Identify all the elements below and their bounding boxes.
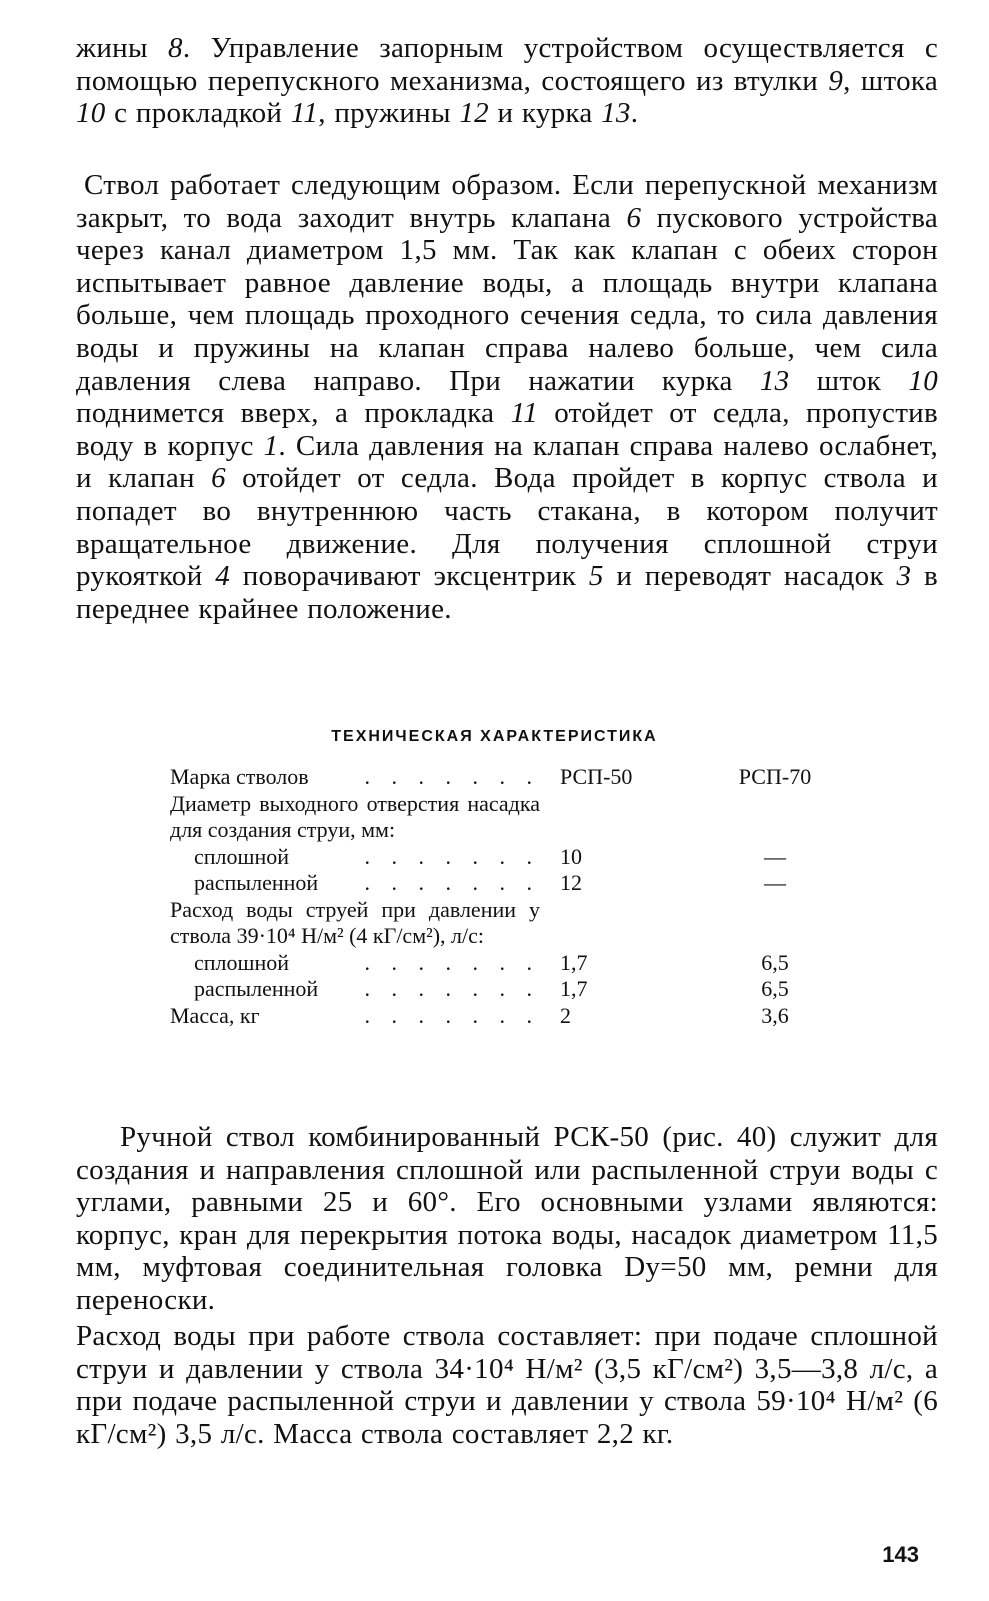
spec-label-cell [170,976,540,1003]
leader-dots: . . . . . . . [364,764,540,789]
spec-value-rsp70: — [764,843,786,869]
text-run: , штока [843,64,938,97]
spec-label: распыленной [194,976,319,1001]
text-run: поворачивают эксцентрик [230,560,589,593]
spec-label-cell [170,950,540,977]
spec-label-cell [170,791,540,844]
text-run: и переводят насадок [603,560,897,593]
text-run: и курка [488,97,602,130]
spec-label: Расход воды струей при давлении у ствола 39·10⁴ Н/м² (4 кГ/см²), л/с: [170,896,540,948]
spec-label-cell [170,897,540,950]
spec-row [170,897,835,950]
text-run: шток [789,364,909,397]
spec-value-rsp70: — [764,870,786,895]
spec-value-rsp50: 10 [560,843,582,869]
leader-dots: . . . . . . . [364,976,540,1001]
spec-label-cell [170,870,540,897]
leader-dots: . . . . . . . [364,1002,540,1028]
ref-number: 12 [459,97,489,130]
ref-number: 10 [908,364,938,397]
ref-number: 4 [215,560,231,593]
ref-number: 10 [76,97,106,130]
ref-number: 13 [601,97,631,130]
spec-value-rsp70: РСП-70 [738,764,812,789]
spec-label: Масса, кг [170,1002,260,1028]
leader-dots: . . . . . . . [364,949,540,975]
ref-number: 1 [263,429,279,462]
text-run: отойдет от седла. Вода пройдет в корпус ствола и попадет во внутреннюю часть стакана, в котором получит вращательное движение. Для получения сплошной струи рукояткой [76,462,938,593]
spec-value-rsp50 [540,897,715,950]
text-run: , пружины [318,97,460,130]
ref-number: 8 [168,32,183,64]
text-run: отойдет от седла, пропустив воду в корпус [76,397,938,462]
paragraph-1 [76,32,938,130]
spec-table [170,764,835,1029]
text-run: жины [76,32,168,64]
paragraph-4: Расход воды при работе ствола составляет: при подаче сплошной струи и давлении у ствола 34·10⁴ Н/м² (3,5 кГ/см²) 3,5—3,8 л/с, а при подаче распыленной струи и давлении у ствола 59·10⁴ Н/м² (6 кГ/см²) 3,5 л/с. Масса ствола составляет 2,2 кг. [76,1320,938,1450]
spec-row [170,764,835,791]
spec-value-rsp70: 3,6 [761,1002,789,1028]
text-run: . [630,97,639,130]
spec-row [170,1003,835,1030]
spec-value-rsp70: 6,5 [761,949,789,975]
paragraph-2 [76,169,938,625]
spec-label: сплошной [194,949,290,975]
text-run: с прокладкой [105,97,291,130]
spec-label-cell [170,1003,540,1030]
ref-number: 11 [510,397,539,430]
spec-label: Марка стволов [170,764,309,789]
spec-row [170,844,835,871]
spec-value-rsp70 [715,897,835,950]
ref-number: 3 [896,560,912,593]
text-run: . Управление запорным устройством осуществляется с помощью перепускного механизма, состоящего из втулки [76,32,938,97]
spec-title: ТЕХНИЧЕСКАЯ ХАРАКТЕРИСТИКА [331,728,658,745]
spec-label-cell [170,844,540,871]
spec-value-rsp70: 6,5 [761,976,789,1001]
ref-number: 6 [626,201,642,234]
ref-number: 13 [759,364,790,397]
text-run: в переднее крайнее положение. [76,560,938,625]
paragraph-3: Ручной ствол комбинированный РСК-50 (рис. 40) служит для создания и направления сплошной или распыленной струи воды с углами, равными 25 и 60°. Его основными узлами являются: корпус, кран для перекрытия потока воды, насадок диаметром 11,5 мм, муфтовая соединительная головка Dу=50 мм, ремни для переноски. [76,1121,938,1316]
spec-row [170,870,835,897]
spec-value-rsp50 [540,791,715,844]
leader-dots: . . . . . . . [364,870,540,895]
text-run: пускового устройства через канал диаметром 1,5 мм. Так как клапан с обеих сторон испытывает равное давление воды, а площадь внутри клапана больше, чем площадь проходного сечения седла, то сила давления воды и пружины на клапан справа налево больше, чем сила давления слева направо. При нажатии курка [76,201,938,397]
spec-label: сплошной [194,843,290,869]
spec-row [170,791,835,844]
spec-row [170,950,835,977]
spec-value-rsp50: 12 [560,870,582,895]
ref-number: 6 [211,462,226,495]
spec-label: Диаметр выходного отверстия насадка для создания струи, мм: [170,790,540,842]
text-run: Ствол работает следующим образом. Если перепускной механизм закрыт, то вода заходит внутрь клапана [76,169,938,234]
page-number: 143 [882,1542,919,1567]
spec-label-cell [170,764,540,791]
text-run: поднимется вверх, а прокладка [76,397,511,430]
leader-dots: . . . . . . . [364,843,540,869]
spec-row [170,976,835,1003]
ref-number: 9 [828,64,844,97]
spec-value-rsp50: 2 [560,1002,571,1028]
text-run: . Сила давления на клапан справа налево ослабнет, и клапан [76,429,938,495]
spec-label: распыленной [194,870,319,895]
ref-number: 5 [588,560,604,593]
ref-number: 11 [290,97,319,130]
spec-value-rsp70 [715,791,835,844]
spec-value-rsp50: 1,7 [560,949,588,975]
spec-value-rsp50: РСП-50 [560,764,633,789]
spec-value-rsp50: 1,7 [560,976,588,1001]
